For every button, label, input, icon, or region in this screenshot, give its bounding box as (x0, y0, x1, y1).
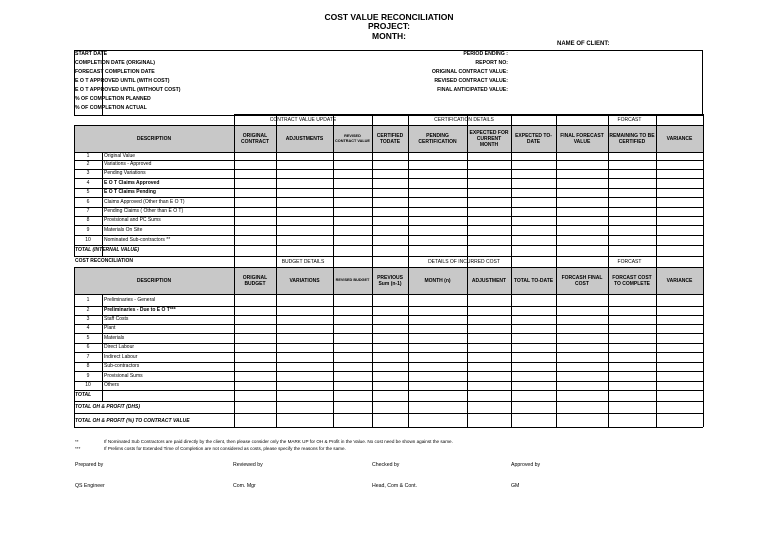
total-row: TOTAL (75, 392, 92, 398)
info-left-label: E O T APPROVED UNTIL (WITHOUT COST) (75, 87, 181, 93)
column-header: TOTAL TO-DATE (513, 277, 554, 284)
total-row: TOTAL OH & PROFIT (%) TO CONTRACT VALUE (75, 418, 190, 424)
table-row: Indirect Labour (104, 354, 138, 360)
table-row: Preliminaries - General (104, 297, 156, 303)
column-header: VARIATIONS (289, 277, 320, 284)
group-header: BUDGET DETAILS (281, 258, 325, 265)
row-number: 1 (86, 153, 90, 159)
row-number: 6 (86, 344, 90, 350)
column-rule (408, 256, 409, 427)
column-rule (276, 256, 277, 427)
column-rule (703, 256, 704, 427)
row-number: 9 (86, 373, 90, 379)
column-header: FINAL FORECAST VALUE (560, 132, 604, 145)
row-number: 1 (86, 297, 90, 303)
note-mark: *** (75, 446, 81, 451)
table-row: Claims Approved (Other than E O T) (104, 199, 185, 205)
table-row: Materials On Site (104, 227, 143, 233)
row-number: 2 (86, 307, 90, 313)
column-rule (467, 256, 468, 427)
table-row: Nominated Sub-contractors ** (104, 237, 171, 243)
column-rule (467, 114, 468, 256)
column-header: VARIANCE (666, 277, 693, 284)
info-right-label: REPORT NO: (475, 60, 508, 66)
info-left-label: % OF COMPLETION ACTUAL (75, 105, 147, 111)
row-number: 4 (86, 325, 90, 331)
row-number: 7 (86, 208, 90, 214)
rule (74, 427, 703, 428)
column-rule (102, 294, 103, 401)
column-header: ORIGINAL BUDGET (242, 274, 268, 287)
column-rule (556, 256, 557, 427)
column-header: EXPECTED TO-DATE (515, 132, 552, 145)
row-number: 5 (86, 335, 90, 341)
group-header: DETAILS OF INCURRED COST (428, 258, 500, 265)
row-number: 7 (86, 354, 90, 360)
signature-role: QS Engineer (75, 483, 105, 489)
group-header: FORCAST (617, 116, 642, 123)
info-left-label: START DATE (75, 51, 108, 57)
column-header: ORIGINAL CONTRACT (240, 132, 270, 145)
column-rule (703, 114, 704, 256)
group-header: CONTRACT VALUE UPDATE (269, 116, 337, 123)
column-header: REVISED BUDGET (335, 278, 370, 283)
project-label: PROJECT: (367, 21, 411, 31)
table-row: Variations - Approved (104, 161, 152, 167)
table-row: Provisional and PC Sums (104, 217, 161, 223)
column-rule (372, 114, 373, 256)
row-number: 6 (86, 199, 90, 205)
table-row: Plant (104, 325, 116, 331)
row-number: 2 (86, 161, 90, 167)
column-header: PENDING CERTIFICATION (418, 132, 457, 145)
table-row: Pending Variations (104, 170, 146, 176)
signature-role: GM (511, 483, 520, 489)
table-row: Sub-contractors (104, 363, 140, 369)
signature-role: Com. Mgr (233, 483, 256, 489)
row-number: 8 (86, 363, 90, 369)
table-row: Pending Claims ( Other than E O T) (104, 208, 184, 214)
column-header: ADJUSTMENTS (285, 135, 324, 142)
row-number: 10 (85, 237, 91, 243)
row-number: 3 (86, 316, 90, 322)
signature-role: Head, Com & Cont. (372, 483, 417, 489)
column-header: PREVIOUS Sum (n-1) (377, 274, 403, 287)
row-number: 5 (86, 189, 90, 195)
info-left-label: FORECAST COMPLETION DATE (75, 69, 155, 75)
column-rule (276, 114, 277, 256)
column-rule (333, 114, 334, 256)
column-header: VARIANCE (666, 135, 693, 142)
cost-section-title: COST RECONCILIATION (75, 258, 133, 264)
column-rule (102, 152, 103, 256)
row-number: 10 (85, 382, 91, 388)
table-row: Materials (104, 335, 125, 341)
row-number: 8 (86, 217, 90, 223)
column-rule (608, 114, 609, 256)
note-text: If Prelims costs for Extended Time of Completion are not considered as costs, please specify the reasons for the same. (104, 446, 346, 451)
signature-label: Prepared by (75, 462, 104, 468)
table-row: Preliminaries - Due to E O T*** (104, 307, 176, 313)
column-rule (656, 256, 657, 427)
column-header: CERTIFIED TODATE (376, 132, 404, 145)
table-row: E O T Claims Pending (104, 189, 156, 195)
note-mark: ** (75, 439, 79, 444)
group-header: CERTIFICATION DETAILS (434, 116, 494, 123)
info-left-label: % OF COMPLETION PLANNED (75, 96, 151, 102)
column-rule (408, 114, 409, 256)
group-header: FORCAST (617, 258, 642, 265)
row-number: 3 (86, 170, 90, 176)
note-text: If Nominated Sub Contractors are paid directly by the client, then please consider only the MARK UP for OH & Profit in the Value. No cost need be shown against the same. (104, 439, 453, 444)
column-header: REMAINING TO BE CERTIFIED (609, 132, 655, 145)
client-label: NAME OF CLIENT: (557, 41, 610, 47)
table-row: Direct Labour (104, 344, 135, 350)
rule (234, 114, 703, 115)
table-row: Others (104, 382, 120, 388)
column-rule (511, 114, 512, 256)
column-rule (556, 114, 557, 256)
column-rule (74, 125, 75, 256)
column-rule (372, 256, 373, 427)
column-header: FORCASH FINAL COST (561, 274, 603, 287)
info-right-label: FINAL ANTICIPATED VALUE: (437, 87, 508, 93)
row-number: 4 (86, 180, 90, 186)
row-number: 9 (86, 227, 90, 233)
table-row: Original Value (104, 153, 136, 159)
column-header: ADJUSTMENT (471, 277, 507, 284)
column-rule (656, 114, 657, 256)
info-left-label: COMPLETION DATE (ORIGINAL) (75, 60, 156, 66)
info-right-label: REVISED CONTRACT VALUE: (434, 78, 508, 84)
signature-label: Approved by (511, 462, 541, 468)
month-label: MONTH: (372, 31, 406, 41)
report-title: COST VALUE RECONCILIATION (324, 12, 454, 22)
column-rule (234, 256, 235, 427)
column-header: DESCRIPTION (136, 277, 172, 284)
total-row: TOTAL (INTERNAL VALUE) (75, 247, 139, 253)
column-rule (511, 256, 512, 427)
signature-label: Checked by (372, 462, 400, 468)
signature-label: Reviewed by (233, 462, 263, 468)
column-rule (234, 114, 235, 256)
column-header: REVISED CONTRACT VALUE (335, 134, 370, 143)
column-header: DESCRIPTION (136, 135, 172, 142)
info-left-label: E O T APPROVED UNTIL (WITH COST) (75, 78, 170, 84)
info-right-label: ORIGINAL CONTRACT VALUE: (431, 69, 508, 75)
column-rule (608, 256, 609, 427)
column-header: EXPECTED FOR CURRENT MONTH (469, 129, 509, 148)
table-row: Staff Costs (104, 316, 129, 322)
table-row: E O T Claims Approved (104, 180, 160, 186)
column-header: MONTH (n) (424, 277, 451, 284)
info-right-label: PERIOD ENDING : (463, 51, 508, 57)
column-header: FORCAST COST TO COMPLETE (612, 274, 652, 287)
table-row: Provisional Sums (104, 373, 143, 379)
rule (234, 256, 703, 257)
total-row: TOTAL OH & PROFIT (DHS) (75, 404, 140, 410)
column-rule (333, 256, 334, 427)
